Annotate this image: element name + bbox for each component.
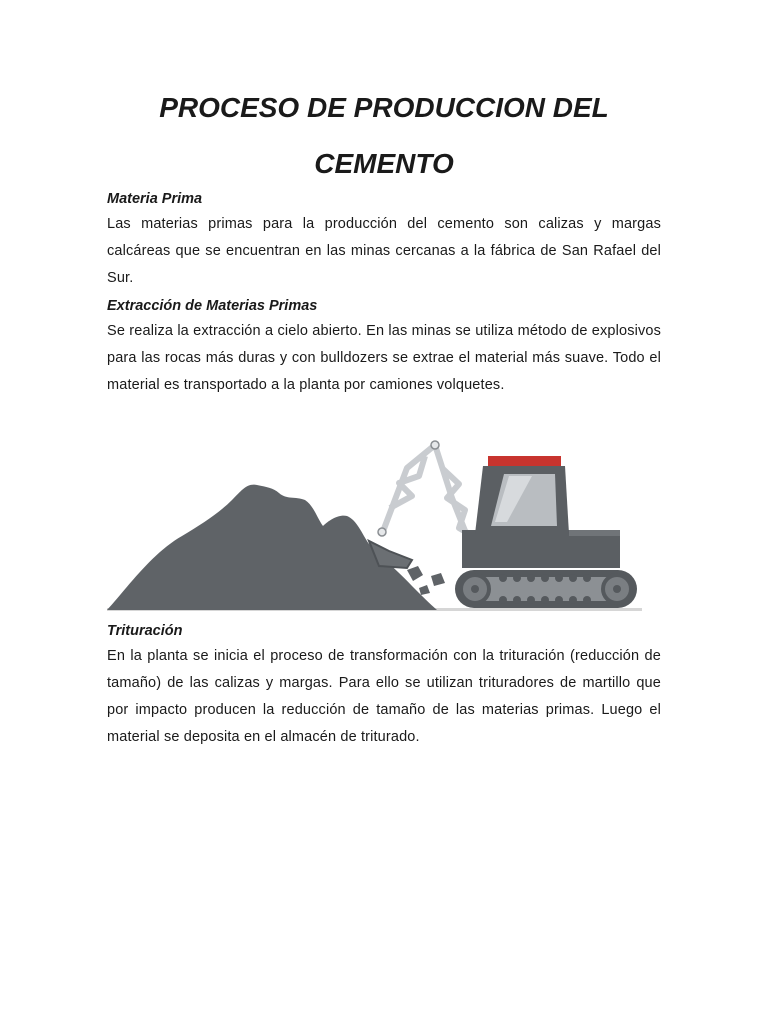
rock-fragment xyxy=(407,566,423,581)
section-body-extraccion: Se realiza la extracción a cielo abierto. En las minas se utiliza método de explosivos para las rocas más duras y con bulldozers se extrae el material más suave. Todo el material es transportado a la planta por camiones volquetes. xyxy=(107,323,661,393)
boom-joint xyxy=(431,441,439,449)
rock-fragment xyxy=(431,573,445,586)
section-heading-trituracion: Trituración xyxy=(107,623,183,639)
excavator-illustration xyxy=(107,438,642,616)
body-stripe xyxy=(569,530,620,536)
section-heading-materia-prima: Materia Prima xyxy=(107,191,203,207)
cab-roof xyxy=(488,456,561,466)
boom-joint xyxy=(378,528,386,536)
excavator-boom xyxy=(382,445,475,556)
section-body-materia-prima: Las materias primas para la producción del cemento son calizas y margas calcáreas que se encuentran en las minas cercanas a la fábrica de San Rafael del Sur. xyxy=(107,216,661,286)
rock-pile xyxy=(107,485,437,610)
page-title: PROCESO DE PRODUCCION DEL CEMENTO xyxy=(159,92,609,179)
section-heading-extraccion: Extracción de Materias Primas xyxy=(107,298,318,314)
rock-fragment xyxy=(419,585,430,595)
section-body-trituracion: En la planta se inicia el proceso de transformación con la trituración (reducción de tamaño) de las calizas y margas. Para ello se utilizan trituradores de martillo que por impacto producen la reducción de tamaño de las materias primas. Luego el material se deposita en el almacén de triturado. xyxy=(107,648,661,745)
